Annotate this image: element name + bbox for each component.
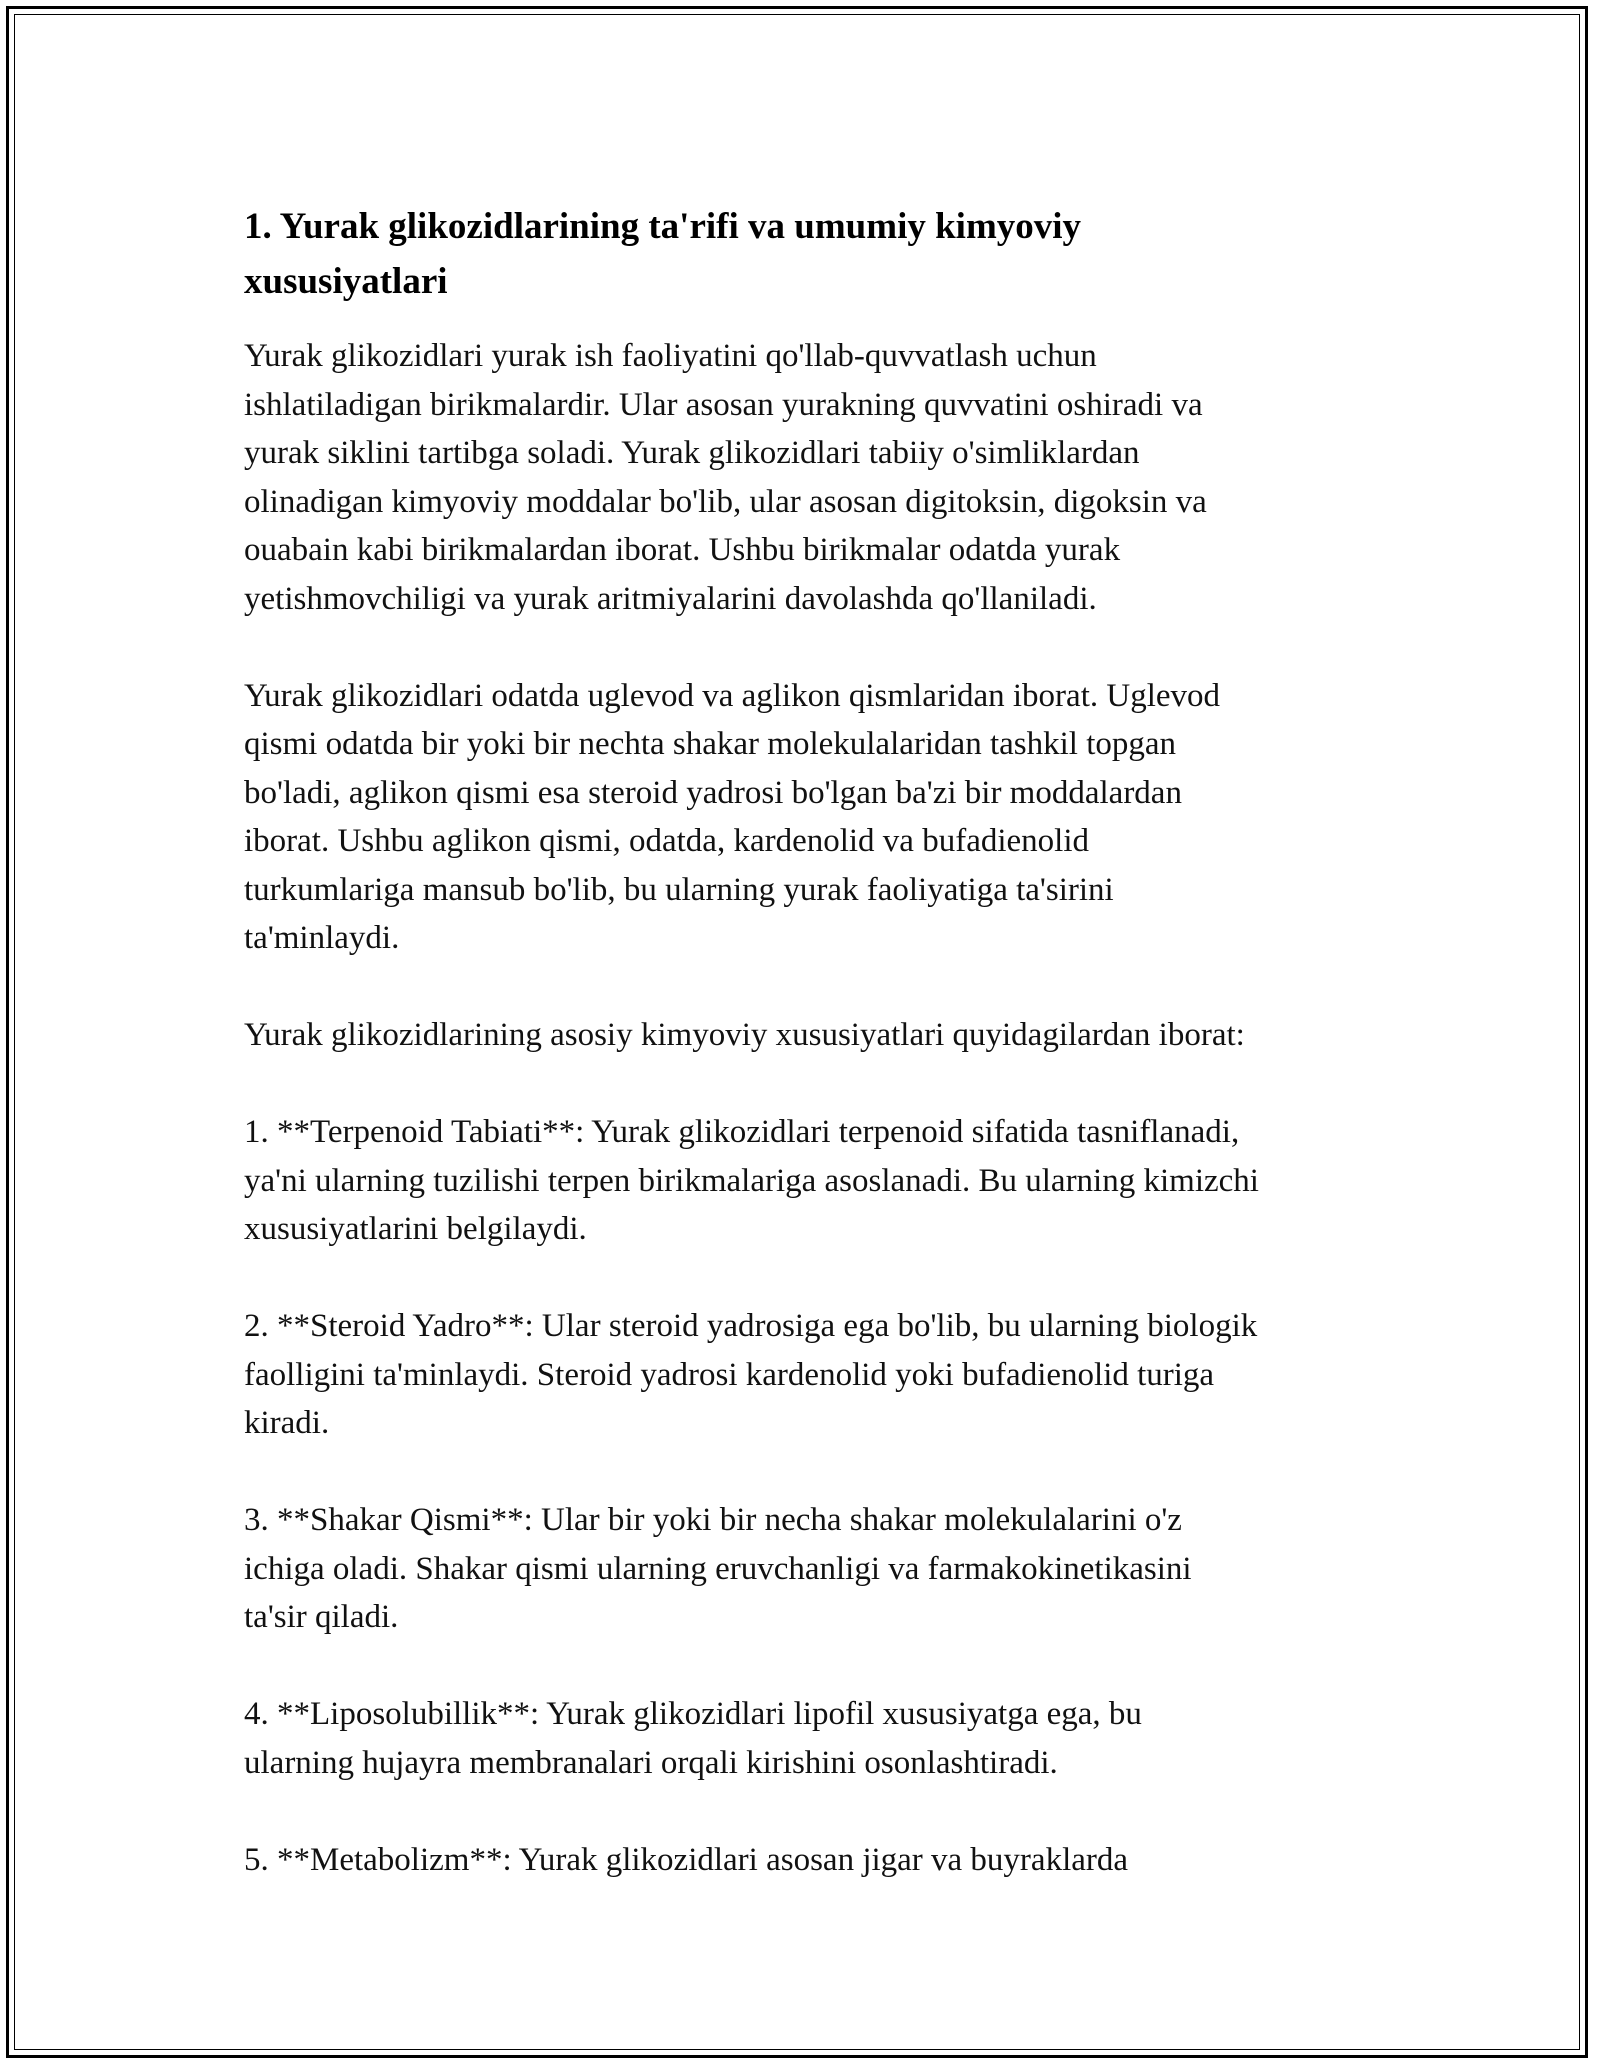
list-item-terpenoid: 1. **Terpenoid Tabiati**: Yurak glikozidlari terpenoid sifatida tasniflanadi, ya'ni ularning tuzilishi terpen birikmalariga asoslanadi. Bu ularning kimizchi xususiyatlarini belgilaydi. — [244, 1114, 1259, 1247]
list-item-liposolubility: 4. **Liposolubillik**: Yurak glikozidlari lipofil xususiyatga ega, bu ularning hujayra membranalari orqali kirishini osonlashtiradi. — [244, 1696, 1142, 1781]
paragraph-list-intro: Yurak glikozidlarining asosiy kimyoviy xususiyatlari quyidagilardan iborat: — [244, 1017, 1245, 1053]
list-item-sugar: 3. **Shakar Qismi**: Ular bir yoki bir necha shakar molekulalarini o'z ichiga oladi. Shakar qismi ularning eruvchanligi va farmakokinetikasini ta'sir qiladi. — [244, 1502, 1192, 1635]
paragraph-intro: Yurak glikozidlari yurak ish faoliyatini qo'llab-quvvatlash uchun ishlatiladigan birikmalardir. Ular asosan yurakning quvvatini oshiradi va yurak siklini tartibga soladi. Yurak glikozidlari tabiiy o'simliklardan olinadigan kimyoviy moddalar bo'lib, ular asosan digitoksin, digoksin va ouabain kabi birikmalardan iborat. Ushbu birikmalar odatda yurak yetishmovchiligi va yurak aritmiyalarini davolashda qo'llaniladi. — [244, 338, 1207, 617]
section-heading: 1. Yurak glikozidlarining ta'rifi va umumiy kimyoviy xususiyatlari — [244, 206, 1082, 302]
document-body — [244, 199, 1394, 1884]
page-frame — [6, 6, 1588, 2058]
paragraph-structure: Yurak glikozidlari odatda uglevod va aglikon qismlaridan iborat. Uglevod qismi odatda bir yoki bir nechta shakar molekulalaridan tashkil topgan bo'ladi, aglikon qismi esa steroid yadrosi bo'lgan ba'zi bir moddalardan iborat. Ushbu aglikon qismi, odatda, kardenolid va bufadienolid turkumlariga mansub bo'lib, bu ularning yurak faoliyatiga ta'sirini ta'minlaydi. — [244, 677, 1221, 956]
list-item-metabolism: 5. **Metabolizm**: Yurak glikozidlari asosan jigar va buyraklarda — [244, 1841, 1129, 1878]
list-item-steroid: 2. **Steroid Yadro**: Ular steroid yadrosiga ega bo'lib, bu ularning biologik faolligini ta'minlaydi. Steroid yadrosi kardenolid yoki bufadienolid turiga kiradi. — [244, 1308, 1258, 1441]
